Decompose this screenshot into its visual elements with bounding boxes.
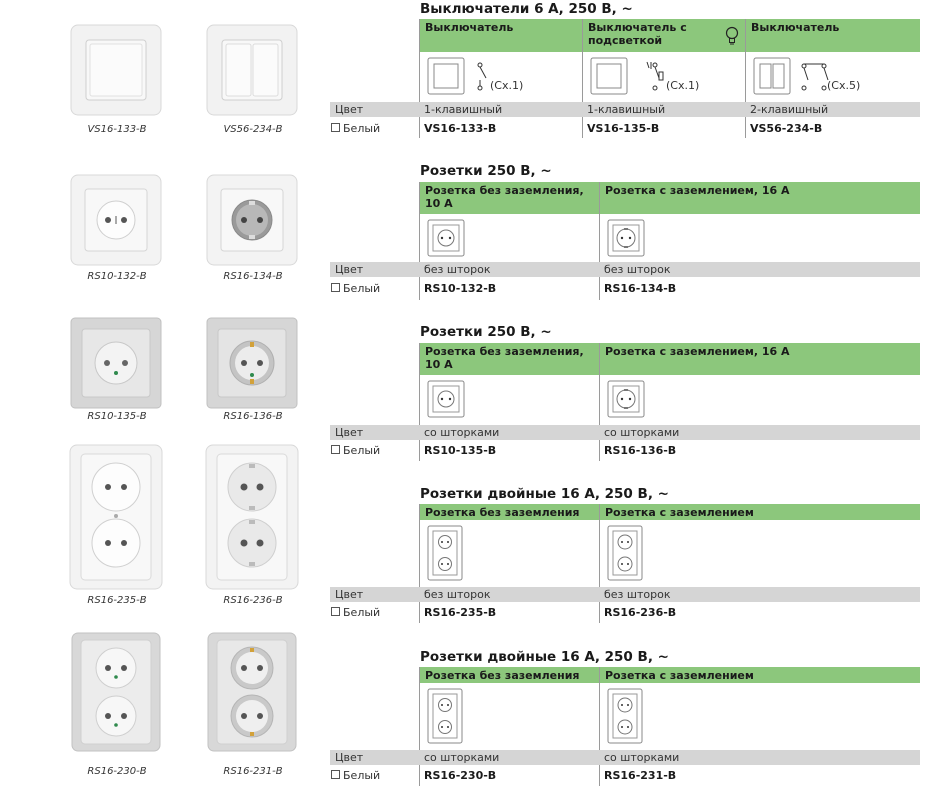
socket-diagram-icon <box>426 218 468 260</box>
grounded-socket-diagram-icon <box>606 218 648 260</box>
white-option <box>331 769 380 782</box>
double-socket-diagram-icon <box>426 687 466 747</box>
white-option <box>331 444 380 457</box>
column-header: Розетка с заземлением <box>600 504 920 520</box>
column-header <box>583 19 745 52</box>
article-code: VS56-234-B <box>750 122 823 135</box>
product-vs16-133 <box>62 20 172 140</box>
color-label: Цвет <box>335 103 364 116</box>
product-caption: VS16-133-B <box>87 124 147 135</box>
section-double-sockets-shutters <box>330 648 920 788</box>
white-label: Белый <box>343 444 381 457</box>
single-switch-icon <box>70 24 162 116</box>
type-value: со шторками <box>424 426 500 439</box>
schuko-socket-shutter-icon <box>206 317 298 409</box>
color-label: Цвет <box>335 751 364 764</box>
type-value: со шторками <box>604 426 680 439</box>
divider <box>419 667 420 786</box>
product-caption: RS16-231-B <box>223 766 283 777</box>
section-double-sockets <box>330 485 920 625</box>
section-title: Розетки двойные 16 А, 250 В, ~ <box>420 649 669 665</box>
checkbox-icon <box>331 770 340 779</box>
socket-diagram-icon <box>426 379 468 421</box>
column-header: Выключатель <box>420 19 582 52</box>
scheme-label: (Сх.5) <box>827 79 861 92</box>
article-code: RS16-230-B <box>424 769 497 782</box>
column-header: Розетка без заземления, 10 А <box>420 343 599 375</box>
column-header: Розетка с заземлением <box>600 667 920 683</box>
column-header: Розетка с заземлением, 16 А <box>600 182 920 214</box>
product-vs56-234 <box>198 20 308 140</box>
color-label: Цвет <box>335 588 364 601</box>
article-code: RS10-132-B <box>424 282 497 295</box>
article-code: VS16-135-B <box>587 122 660 135</box>
double-socket-shutter-icon <box>71 632 161 752</box>
checkbox-icon <box>331 445 340 454</box>
white-label: Белый <box>343 606 381 619</box>
article-code: RS16-231-B <box>604 769 677 782</box>
double-switch-icon <box>206 24 298 116</box>
column-header: Розетка с заземлением, 16 А <box>600 343 920 375</box>
type-value: со шторками <box>604 751 680 764</box>
article-code: RS16-136-B <box>604 444 677 457</box>
type-value: без шторок <box>424 588 491 601</box>
product-rs10-132 <box>62 170 172 290</box>
article-code: RS16-236-B <box>604 606 677 619</box>
divider <box>599 667 600 786</box>
socket-icon <box>70 174 162 266</box>
section-sockets <box>330 162 920 302</box>
white-label: Белый <box>343 769 381 782</box>
column-header: Розетка без заземления, 10 А <box>420 182 599 214</box>
divider <box>599 343 600 461</box>
divider <box>582 19 583 138</box>
product-caption: RS16-236-B <box>223 595 283 606</box>
white-label: Белый <box>343 122 381 135</box>
column-header: Выключатель <box>746 19 920 52</box>
type-value: без шторок <box>604 263 671 276</box>
section-title: Выключатели 6 А, 250 В, ~ <box>420 1 633 17</box>
double-schuko-socket-shutter-icon <box>207 632 297 752</box>
article-code: RS10-135-B <box>424 444 497 457</box>
product-caption: VS56-234-B <box>223 124 283 135</box>
section-sockets-shutters <box>330 323 920 463</box>
type-value: 2-клавишный <box>750 103 829 116</box>
divider <box>419 343 420 461</box>
schuko-socket-icon <box>206 174 298 266</box>
divider <box>419 182 420 300</box>
divider <box>419 504 420 623</box>
article-code: RS16-134-B <box>604 282 677 295</box>
section-title: Розетки 250 В, ~ <box>420 163 552 179</box>
product-caption: RS10-135-B <box>87 411 147 422</box>
product-rs16-236 <box>198 444 308 614</box>
product-rs16-235 <box>62 444 172 614</box>
product-caption: RS16-230-B <box>87 766 147 777</box>
product-rs16-231 <box>198 632 308 792</box>
product-caption: RS16-134-B <box>223 271 283 282</box>
scheme-label: (Сх.1) <box>666 79 700 92</box>
divider <box>419 19 420 138</box>
type-value: 1-клавишный <box>587 103 666 116</box>
backlit-switch-diagram-icon <box>589 56 739 98</box>
double-socket-icon <box>69 444 163 590</box>
product-rs16-134 <box>198 170 308 290</box>
type-value: без шторок <box>424 263 491 276</box>
section-title: Розетки 250 В, ~ <box>420 324 552 340</box>
color-label: Цвет <box>335 263 364 276</box>
divider <box>599 182 600 300</box>
product-rs16-230 <box>62 632 172 792</box>
divider <box>745 19 746 138</box>
type-value: со шторками <box>424 751 500 764</box>
color-label: Цвет <box>335 426 364 439</box>
section-title: Розетки двойные 16 А, 250 В, ~ <box>420 486 669 502</box>
socket-shutter-icon <box>70 317 162 409</box>
type-value: без шторок <box>604 588 671 601</box>
double-grounded-socket-diagram-icon <box>606 687 646 747</box>
white-option <box>331 606 380 619</box>
double-socket-diagram-icon <box>426 524 466 584</box>
column-header: Розетка без заземления <box>420 504 599 520</box>
scheme-label: (Сх.1) <box>490 79 524 92</box>
product-rs16-136 <box>198 312 308 432</box>
checkbox-icon <box>331 283 340 292</box>
article-code: RS16-235-B <box>424 606 497 619</box>
double-schuko-socket-icon <box>205 444 299 590</box>
white-option <box>331 282 380 295</box>
checkbox-icon <box>331 607 340 616</box>
product-caption: RS16-235-B <box>87 595 147 606</box>
white-option <box>331 122 380 135</box>
section-switches <box>330 0 920 140</box>
product-caption: RS16-136-B <box>223 411 283 422</box>
divider <box>599 504 600 623</box>
column-header: Розетка без заземления <box>420 667 599 683</box>
product-caption: RS10-132-B <box>87 271 147 282</box>
product-rs10-135 <box>62 312 172 432</box>
white-label: Белый <box>343 282 381 295</box>
column-header-text: Выключатель с подсветкой <box>588 21 687 47</box>
light-bulb-icon <box>725 26 739 46</box>
article-code: VS16-133-B <box>424 122 497 135</box>
double-grounded-socket-diagram-icon <box>606 524 646 584</box>
type-value: 1-клавишный <box>424 103 503 116</box>
grounded-socket-diagram-icon <box>606 379 648 421</box>
checkbox-icon <box>331 123 340 132</box>
